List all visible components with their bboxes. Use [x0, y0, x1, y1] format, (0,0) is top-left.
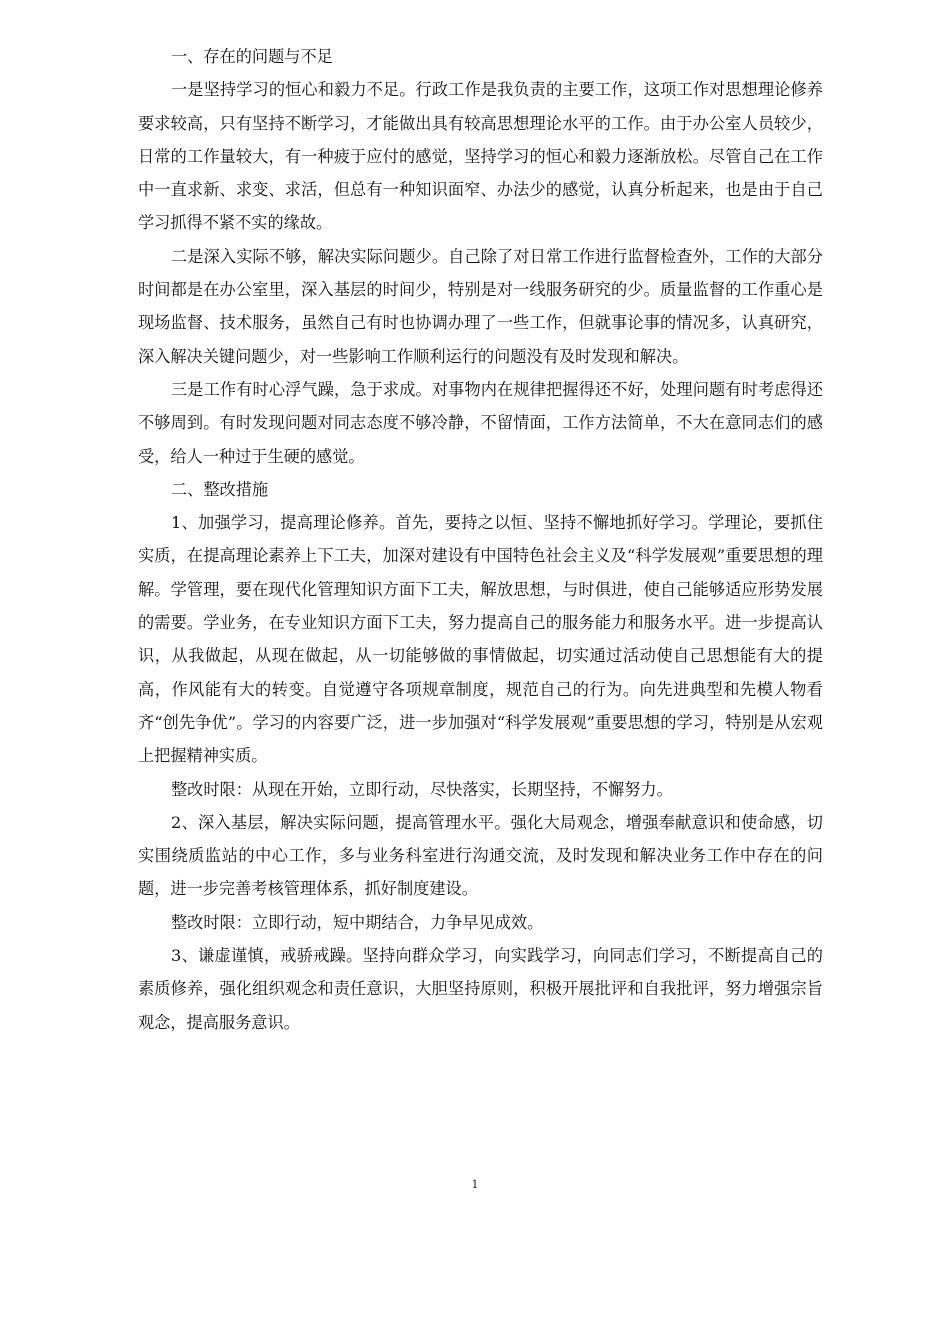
section-heading-problems: 一、存在的问题与不足: [171, 47, 333, 66]
paragraph-deadline-2: 整改时限：立即行动，短中期结合，力争早见成效。: [171, 912, 544, 932]
paragraph-deadline-1: 整改时限：从现在开始，立即行动，尽快落实，长期坚持，不懈努力。: [171, 779, 673, 799]
paragraph-measure-grassroots: 2、深入基层，解决实际问题，提高管理水平。强化大局观念，增强奉献意识和使命感，切实围绕质监站的中心工作，多与业务科室进行沟通交流，及时发现和解决业务工作中存在的问题，进一步完善考核管理体系，抓好制度建设。: [138, 812, 823, 899]
paragraph-impatience: 三是工作有时心浮气躁，急于求成。对事物内在规律把握得还不好，处理问题有时考虑得还不够周到。有时发现问题对同志态度不够冷静，不留情面，工作方法简单，不大在意同志们的感受，给人一种过于生硬的感觉。: [138, 379, 823, 466]
paragraph-practical-issues: 二是深入实际不够，解决实际问题少。自己除了对日常工作进行监督检查外，工作的大部分时间都是在办公室里，深入基层的时间少，特别是对一线服务研究的少。质量监督的工作重心是现场监督、技术服务，虽然自己有时也协调办理了一些工作，但就事论事的情况多，认真研究，深入解决关键问题少，对一些影响工作顺利运行的问题没有及时发现和解决。: [138, 246, 823, 366]
paragraph-measure-modesty: 3、谦虚谨慎，戒骄戒躁。坚持向群众学习，向实践学习，向同志们学习，不断提高自己的素质修养，强化组织观念和责任意识，大胆坚持原则，积极开展批评和自我批评，努力增强宗旨观念，提高服务意识。: [138, 946, 823, 1032]
document-body: [138, 40, 823, 1039]
section-heading-measures: 二、整改措施: [171, 479, 269, 499]
page-number: 1: [471, 1178, 479, 1191]
paragraph-study-perseverance: 一是坚持学习的恒心和毅力不足。行政工作是我负责的主要工作，这项工作对思想理论修养要求较高，只有坚持不断学习，才能做出具有较高思想理论水平的工作。由于办公室人员较少，日常的工作量较大，有一种疲于应付的感觉，坚持学习的恒心和毅力逐渐放松。尽管自己在工作中一直求新、求变、求活，但总有一种知识面窄、办法少的感觉，认真分析起来，也是由于自己学习抓得不紧不实的缘故。: [138, 80, 823, 233]
paragraph-measure-study: 1、加强学习，提高理论修养。首先，要持之以恒、坚持不懈地抓好学习。学理论，要抓住实质，在提高理论素养上下工夫，加深对建设有中国特色社会主义及“科学发展观”重要思想的理解。学管理，要在现代化管理知识方面下工夫，解放思想，与时俱进，使自己能够适应形势发展的需要。学业务，在专业知识方面下工夫，努力提高自己的服务能力和服务水平。进一步提高认识，从我做起，从现在做起，从一切能够做的事情做起，切实通过活动使自己思想能有大的提高，作风能有大的转变。自觉遵守各项规章制度，规范自己的行为。向先进典型和先模人物看齐“创先争优”。学习的内容要广泛，进一步加强对“科学发展观”重要思想的学习，特别是从宏观上把握精神实质。: [138, 513, 823, 766]
